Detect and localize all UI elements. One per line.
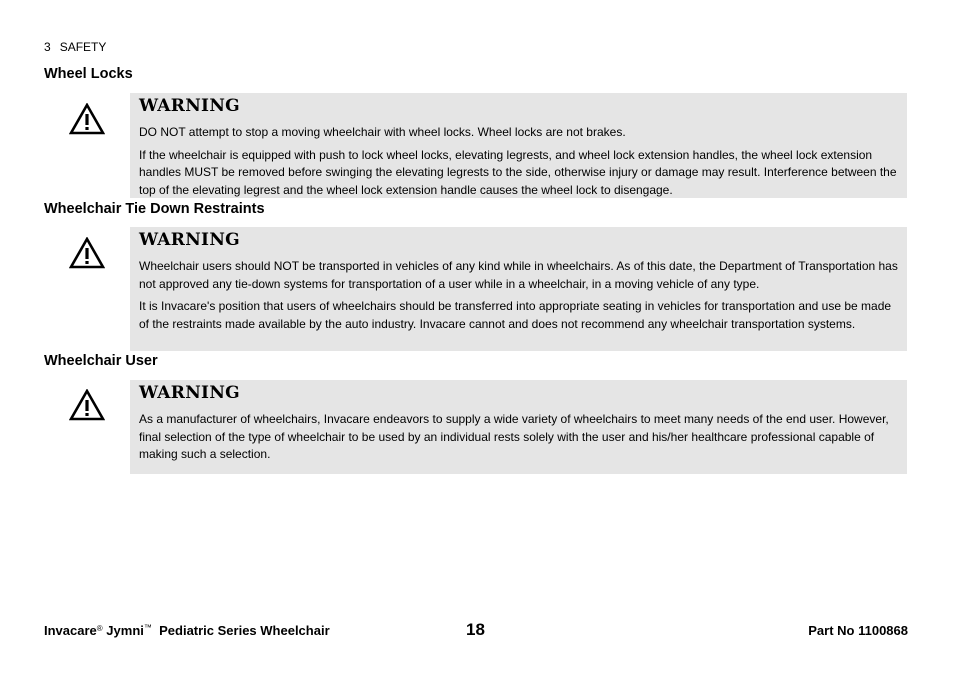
footer-brand: Invacare <box>44 623 97 638</box>
warning-triangle-icon <box>69 103 105 135</box>
warning-paragraph: If the wheelchair is equipped with push to lock wheel locks, elevating legrests, and wheel lock extension handles, the wheel lock extension handles MUST be removed before swinging the elevating legrests to the side, otherwise injury or damage may result. Interference between the top of the elevating legrest and the wheel lock extension handle causes the wheel lock to disengage. <box>139 147 897 197</box>
warning-paragraph: Wheelchair users should NOT be transported in vehicles of any kind while in wheelchairs. As of this date, the Department of Transportation has not approved any tie-down systems for transportation of a user while in a wheelchair, in a moving vehicle of any type. <box>139 259 898 291</box>
warning-title: WARNING <box>139 96 240 116</box>
page-number: 18 <box>466 620 485 639</box>
section-heading-wheelchair-user: Wheelchair User <box>44 353 158 369</box>
warning-box-tie-down-restraints <box>130 227 907 351</box>
warning-paragraph: As a manufacturer of wheelchairs, Invacare endeavors to supply a wide variety of wheelchairs to meet many needs of the end user. However, final selection of the type of wheelchair to be used by an individual rests solely with the user and his/her healthcare professional capable of making such a selection. <box>139 412 889 461</box>
warning-paragraph: DO NOT attempt to stop a moving wheelchair with wheel locks. Wheel locks are not brakes. <box>139 125 626 139</box>
footer-model: Jymni <box>106 623 144 638</box>
footer-product-name <box>44 623 330 638</box>
section-heading-wheel-locks: Wheel Locks <box>44 66 133 82</box>
warning-box-wheelchair-user <box>130 380 907 474</box>
footer-product: Pediatric Series Wheelchair <box>159 623 330 638</box>
warning-title: WARNING <box>139 383 240 403</box>
footer-part-number: Part No 1100868 <box>808 623 908 638</box>
warning-triangle-icon <box>69 237 105 269</box>
warning-box-wheel-locks <box>130 93 907 198</box>
trademark-mark: ™ <box>143 623 152 632</box>
warning-paragraph: It is Invacare's position that users of wheelchairs should be transferred into appropriate seating in vehicles for transportation and use be made of the restraints made available by the auto industry. Invacare cannot and does not recommend any wheelchair transportation systems. <box>139 299 892 331</box>
warning-triangle-icon <box>69 389 105 421</box>
warning-title: WARNING <box>139 230 240 250</box>
page-header <box>44 40 106 54</box>
section-heading-tie-down-restraints: Wheelchair Tie Down Restraints <box>44 201 265 217</box>
chapter-number: 3 <box>44 40 51 54</box>
chapter-title: SAFETY <box>59 40 107 54</box>
registered-mark: ® <box>96 624 103 633</box>
